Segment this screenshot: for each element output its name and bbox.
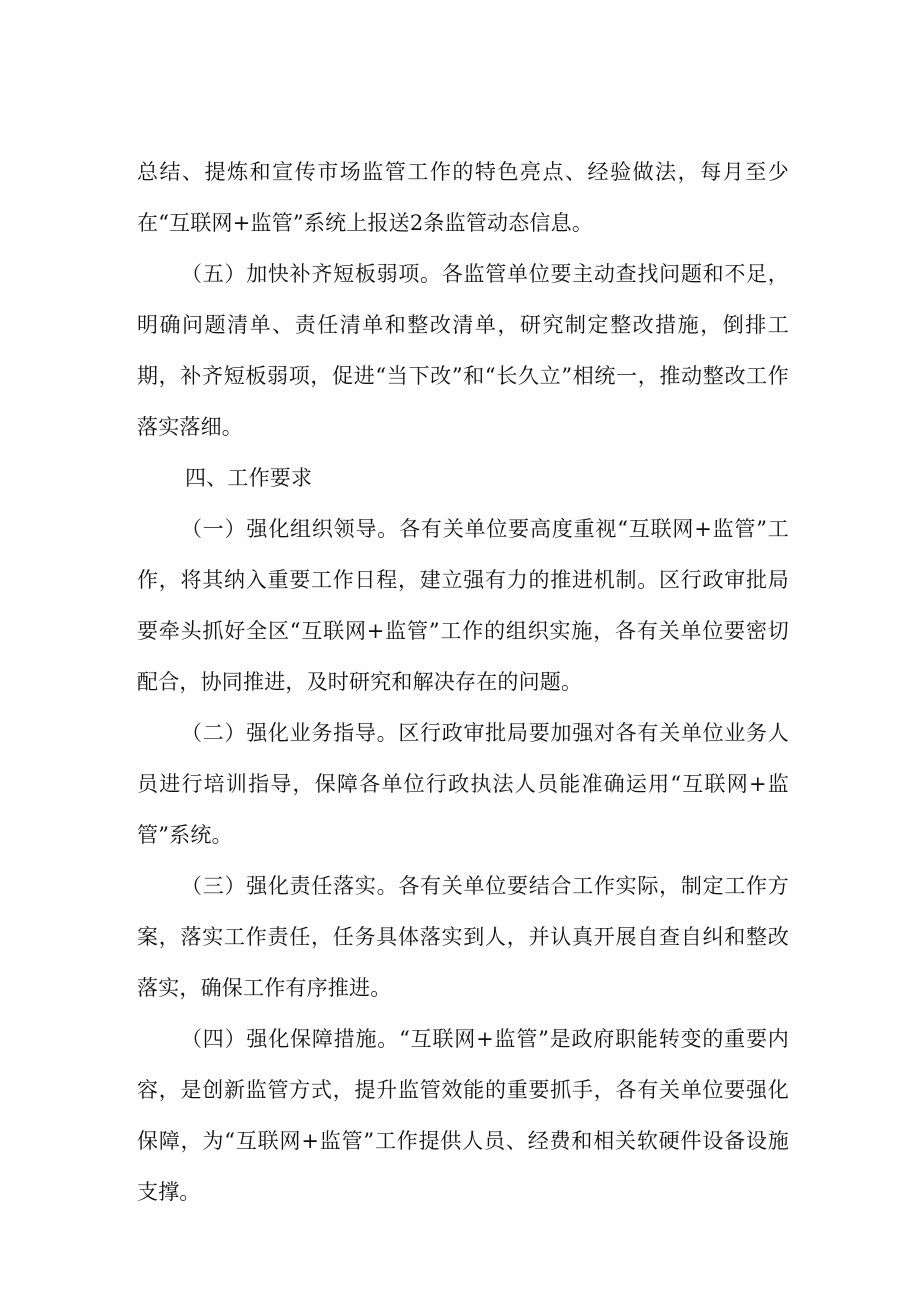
- paragraph-five-shortcomings: （五）加快补齐短板弱项。各监管单位要主动查找问题和不足，明确问题清单、责任清单和整改清单，研究制定整改措施，倒排工期，补齐短板弱项，促进“当下改”和“长久立”相统一，推动整改工作落实落细。: [137, 262, 789, 439]
- document-body: [137, 147, 789, 1218]
- requirement-one-organization: （一）强化组织领导。各有关单位要高度重视“互联网+监管”工作，将其纳入重要工作日程，建立强有力的推进机制。区行政审批局要牵头抓好全区“互联网+监管”工作的组织实施，各有关单位要密切配合，协同推进，及时研究和解决存在的问题。: [137, 517, 789, 694]
- requirement-three-responsibility: （三）强化责任落实。各有关单位要结合工作实际，制定工作方案，落实工作责任，任务具体落实到人，并认真开展自查自纠和整改落实，确保工作有序推进。: [137, 874, 789, 1000]
- requirement-four-safeguards: （四）强化保障措施。“互联网+监管”是政府职能转变的重要内容，是创新监管方式，提升监管效能的重要抓手，各有关单位要强化保障，为“互联网+监管”工作提供人员、经费和相关软硬件设备设施支撑。: [137, 1027, 789, 1204]
- requirement-two-guidance: （二）强化业务指导。区行政审批局要加强对各有关单位业务人员进行培训指导，保障各单位行政执法人员能准确运用“互联网+监管”系统。: [137, 721, 789, 847]
- paragraph-continuation: 总结、提炼和宣传市场监管工作的特色亮点、经验做法，每月至少在“互联网+监管”系统上报送2条监管动态信息。: [137, 160, 789, 235]
- section-heading-work-requirements: 四、工作要求: [185, 466, 313, 490]
